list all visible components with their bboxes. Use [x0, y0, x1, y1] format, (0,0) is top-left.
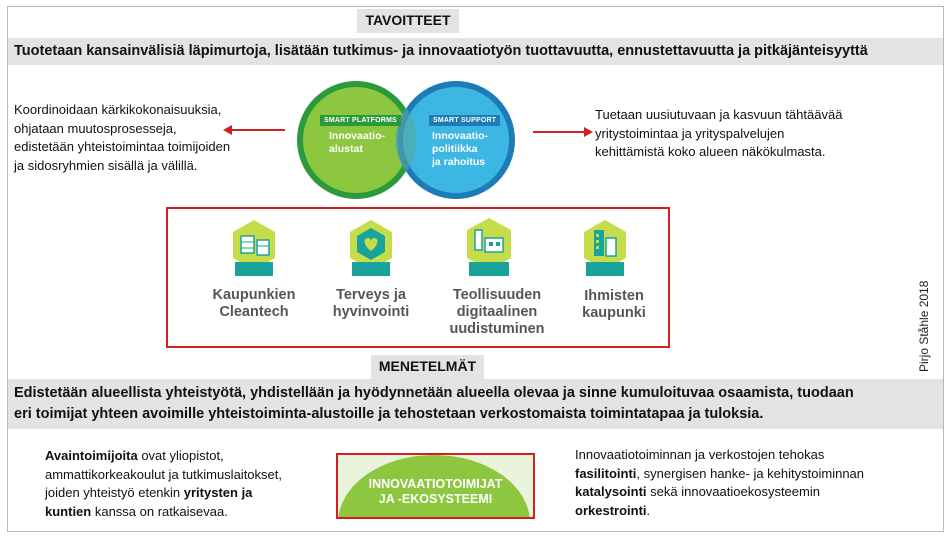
innovation-platforms-label: Innovaatio- alustat — [329, 130, 386, 155]
ecosystem-label: INNOVAATIOTOIMIJAT JA -EKOSYSTEEMI — [368, 477, 503, 506]
methods-left-text: Avaintoimijoita ovat yliopistot, ammattikorkeakoulut ja tutkimuslaitokset, joiden yhteistyö etenkin yritysten ja kuntien kanssa on ratkaisevaa. — [45, 448, 282, 519]
factory-icon — [465, 216, 513, 280]
methods-right-text: Innovaatiotoiminnan ja verkostojen tehokas fasilitointi, synergisen hanke- ja kehitystoiminnan katalysointi sekä innovaatioekosysteemin orkestrointi. — [575, 447, 865, 518]
goals-left-text: Koordinoidaan kärkikokonaisuuksia, ohjataan muutosprosesseja, edistetään yhteistoimintaa toimijoiden ja sidosryhmien sisällä ja välillä. — [14, 102, 231, 173]
methods-heading: MENETELMÄT — [371, 355, 484, 379]
theme-label-cleantech: Kaupunkien Cleantech — [212, 287, 296, 320]
right-arrow — [533, 131, 585, 133]
innovation-ecosystem-box — [336, 453, 535, 519]
venn-diagram — [296, 80, 526, 200]
author-signature: Pirjo Ståhle 2018 — [917, 280, 931, 372]
heart-icon — [348, 218, 394, 280]
solar-panel-icon — [231, 218, 277, 280]
city-buildings-icon — [582, 218, 628, 280]
methods-band: Edistetään alueellista yhteistyötä, yhdistellään ja hyödynnetään alueella olevaa ja sinne kumuloituvaa osaamista, tuodaan eri toimijat yhteen avoimille yhteistoiminta-alustoille ja tehostetaan verkostomaista toimintatapaa ja tuloksia. — [8, 379, 943, 429]
goals-band: Tuotetaan kansainvälisiä läpimurtoja, lisätään tutkimus- ja innovaatiotyön tuottavuutta, ennustettavuutta ja pitkäjänteisyyttä — [8, 38, 943, 65]
theme-label-city: Ihmisten kaupunki — [582, 288, 646, 321]
smart-platforms-chip: SMART PLATFORMS — [320, 115, 401, 126]
goals-heading: TAVOITTEET — [357, 9, 459, 33]
theme-label-industry: Teollisuuden digitaalinen uudistuminen — [449, 287, 545, 337]
smart-support-chip: SMART SUPPORT — [429, 115, 500, 126]
goals-right-text: Tuetaan uusiutuvaan ja kasvuun tähtäävää yritystoimintaa ja yrityspalvelujen kehittämistä koko alueen näkökulmasta. — [595, 107, 843, 159]
theme-label-health: Terveys ja hyvinvointi — [332, 287, 410, 320]
left-arrow — [231, 129, 285, 131]
innovation-policy-label: Innovaatio- politiikka ja rahoitus — [432, 130, 489, 168]
